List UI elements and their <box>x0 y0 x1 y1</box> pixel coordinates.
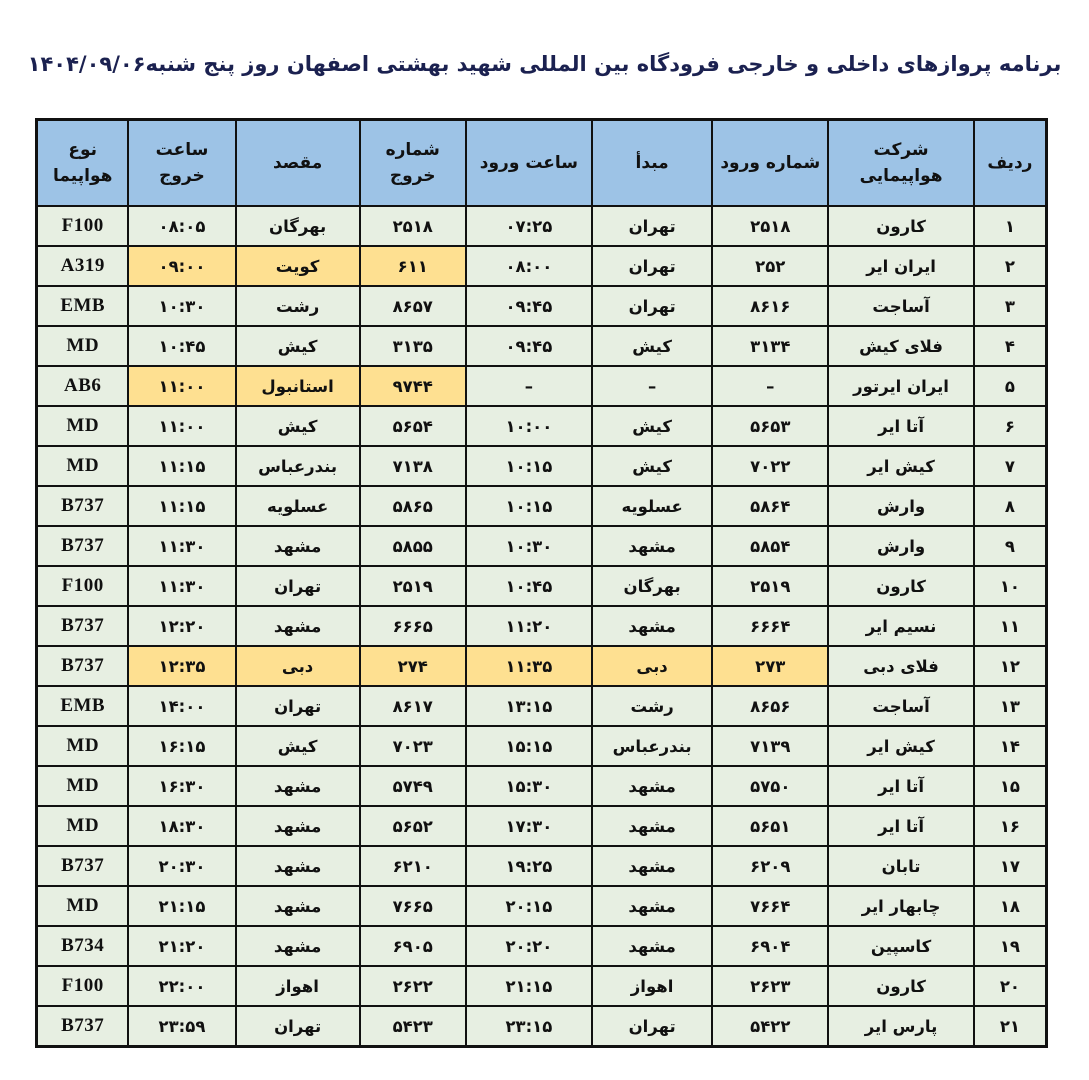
cell-origin: مشهد <box>592 526 712 566</box>
cell-aircraft: B737 <box>37 646 129 686</box>
cell-arrival_no: ۷۱۳۹ <box>712 726 828 766</box>
cell-aircraft: AB6 <box>37 366 129 406</box>
cell-departure_time: ۰۸:۰۵ <box>128 206 235 246</box>
cell-origin: اهواز <box>592 966 712 1006</box>
cell-departure_no: ۷۱۳۸ <box>360 446 466 486</box>
table-row <box>37 286 1047 326</box>
cell-destination: کیش <box>236 726 360 766</box>
cell-aircraft: MD <box>37 726 129 766</box>
cell-arrival_no: ۵۶۵۱ <box>712 806 828 846</box>
cell-arrival_time: ۱۰:۱۵ <box>466 446 592 486</box>
cell-destination: مشهد <box>236 606 360 646</box>
cell-departure_no: ۶۹۰۵ <box>360 926 466 966</box>
cell-row_no: ۹ <box>974 526 1047 566</box>
cell-departure_time: ۱۰:۳۰ <box>128 286 235 326</box>
cell-destination: استانبول <box>236 366 360 406</box>
cell-row_no: ۷ <box>974 446 1047 486</box>
cell-airline: آساجت <box>828 286 973 326</box>
cell-airline: فلای دبی <box>828 646 973 686</box>
header-destination: مقصد <box>236 120 360 207</box>
cell-arrival_time: ۱۰:۳۰ <box>466 526 592 566</box>
cell-airline: کیش ایر <box>828 446 973 486</box>
cell-row_no: ۱۵ <box>974 766 1047 806</box>
cell-arrival_no: ۵۸۵۴ <box>712 526 828 566</box>
cell-arrival_time: ۰۸:۰۰ <box>466 246 592 286</box>
header-aircraft: نوع هواپیما <box>37 120 129 207</box>
table-row <box>37 686 1047 726</box>
cell-departure_no: ۵۶۵۴ <box>360 406 466 446</box>
cell-destination: مشهد <box>236 526 360 566</box>
cell-arrival_no: ۷۶۶۴ <box>712 886 828 926</box>
cell-row_no: ۱۶ <box>974 806 1047 846</box>
cell-row_no: ۱۸ <box>974 886 1047 926</box>
cell-arrival_time: ۱۰:۱۵ <box>466 486 592 526</box>
cell-aircraft: EMB <box>37 686 129 726</box>
cell-arrival_time: ۱۰:۴۵ <box>466 566 592 606</box>
cell-airline: وارش <box>828 526 973 566</box>
cell-airline: ایران ایر <box>828 246 973 286</box>
cell-departure_no: ۹۷۴۴ <box>360 366 466 406</box>
cell-departure_no: ۸۶۵۷ <box>360 286 466 326</box>
cell-departure_no: ۲۷۴ <box>360 646 466 686</box>
cell-departure_no: ۲۵۱۹ <box>360 566 466 606</box>
cell-aircraft: MD <box>37 326 129 366</box>
cell-departure_time: ۲۲:۰۰ <box>128 966 235 1006</box>
cell-origin: تهران <box>592 1006 712 1047</box>
cell-row_no: ۱۲ <box>974 646 1047 686</box>
cell-departure_time: ۱۱:۰۰ <box>128 366 235 406</box>
cell-arrival_time: ۰۹:۴۵ <box>466 286 592 326</box>
cell-departure_no: ۷۶۶۵ <box>360 886 466 926</box>
cell-airline: ایران ایرتور <box>828 366 973 406</box>
cell-destination: مشهد <box>236 846 360 886</box>
cell-row_no: ۳ <box>974 286 1047 326</box>
cell-departure_no: ۲۵۱۸ <box>360 206 466 246</box>
cell-aircraft: MD <box>37 806 129 846</box>
cell-row_no: ۶ <box>974 406 1047 446</box>
table-row <box>37 446 1047 486</box>
table-row <box>37 926 1047 966</box>
cell-arrival_no: ۵۶۵۳ <box>712 406 828 446</box>
cell-arrival_time: ۲۰:۲۰ <box>466 926 592 966</box>
cell-departure_no: ۶۱۱ <box>360 246 466 286</box>
cell-origin: – <box>592 366 712 406</box>
cell-departure_time: ۱۱:۳۰ <box>128 566 235 606</box>
cell-origin: کیش <box>592 406 712 446</box>
cell-departure_time: ۲۱:۱۵ <box>128 886 235 926</box>
cell-aircraft: F100 <box>37 206 129 246</box>
cell-aircraft: A319 <box>37 246 129 286</box>
cell-aircraft: F100 <box>37 966 129 1006</box>
cell-arrival_time: ۱۵:۱۵ <box>466 726 592 766</box>
table-row <box>37 526 1047 566</box>
cell-origin: مشهد <box>592 766 712 806</box>
cell-arrival_time: ۱۰:۰۰ <box>466 406 592 446</box>
cell-aircraft: B737 <box>37 846 129 886</box>
cell-origin: عسلویه <box>592 486 712 526</box>
cell-arrival_time: ۲۰:۱۵ <box>466 886 592 926</box>
cell-arrival_no: ۶۹۰۴ <box>712 926 828 966</box>
cell-destination: اهواز <box>236 966 360 1006</box>
table-row <box>37 366 1047 406</box>
cell-destination: رشت <box>236 286 360 326</box>
table-row <box>37 406 1047 446</box>
table-row <box>37 766 1047 806</box>
header-airline: شرکت هواپیمایی <box>828 120 973 207</box>
cell-arrival_time: ۱۱:۳۵ <box>466 646 592 686</box>
cell-row_no: ۱۱ <box>974 606 1047 646</box>
cell-departure_time: ۱۱:۳۰ <box>128 526 235 566</box>
cell-aircraft: EMB <box>37 286 129 326</box>
cell-departure_no: ۲۶۲۲ <box>360 966 466 1006</box>
table-row <box>37 1006 1047 1047</box>
cell-destination: بندرعباس <box>236 446 360 486</box>
cell-aircraft: MD <box>37 766 129 806</box>
cell-arrival_time: ۲۳:۱۵ <box>466 1006 592 1047</box>
cell-row_no: ۱۳ <box>974 686 1047 726</box>
cell-airline: نسیم ایر <box>828 606 973 646</box>
cell-destination: کویت <box>236 246 360 286</box>
cell-arrival_time: ۱۷:۳۰ <box>466 806 592 846</box>
cell-row_no: ۲ <box>974 246 1047 286</box>
cell-origin: مشهد <box>592 926 712 966</box>
cell-arrival_no: – <box>712 366 828 406</box>
cell-airline: آتا ایر <box>828 806 973 846</box>
cell-origin: رشت <box>592 686 712 726</box>
cell-origin: مشهد <box>592 846 712 886</box>
table-row <box>37 646 1047 686</box>
cell-airline: آتا ایر <box>828 766 973 806</box>
cell-airline: آساجت <box>828 686 973 726</box>
cell-airline: کارون <box>828 966 973 1006</box>
cell-aircraft: MD <box>37 406 129 446</box>
table-row <box>37 886 1047 926</box>
cell-row_no: ۱ <box>974 206 1047 246</box>
cell-aircraft: MD <box>37 446 129 486</box>
cell-aircraft: B737 <box>37 1006 129 1047</box>
cell-arrival_time: ۱۹:۲۵ <box>466 846 592 886</box>
cell-departure_no: ۵۸۶۵ <box>360 486 466 526</box>
header-departure_time: ساعت خروج <box>128 120 235 207</box>
cell-airline: کاسپین <box>828 926 973 966</box>
cell-destination: کیش <box>236 326 360 366</box>
cell-arrival_no: ۲۵۲ <box>712 246 828 286</box>
cell-departure_no: ۶۲۱۰ <box>360 846 466 886</box>
cell-aircraft: B737 <box>37 486 129 526</box>
table-row <box>37 606 1047 646</box>
cell-departure_time: ۱۶:۳۰ <box>128 766 235 806</box>
cell-destination: مشهد <box>236 806 360 846</box>
cell-destination: مشهد <box>236 926 360 966</box>
cell-aircraft: MD <box>37 886 129 926</box>
table-row <box>37 246 1047 286</box>
cell-airline: پارس ایر <box>828 1006 973 1047</box>
cell-row_no: ۱۷ <box>974 846 1047 886</box>
cell-airline: تابان <box>828 846 973 886</box>
cell-arrival_no: ۲۵۱۸ <box>712 206 828 246</box>
cell-origin: تهران <box>592 246 712 286</box>
cell-airline: چابهار ایر <box>828 886 973 926</box>
cell-destination: مشهد <box>236 886 360 926</box>
cell-arrival_no: ۶۶۶۴ <box>712 606 828 646</box>
cell-departure_time: ۱۱:۱۵ <box>128 446 235 486</box>
cell-departure_no: ۸۶۱۷ <box>360 686 466 726</box>
cell-origin: بندرعباس <box>592 726 712 766</box>
cell-arrival_time: – <box>466 366 592 406</box>
cell-departure_time: ۱۴:۰۰ <box>128 686 235 726</box>
cell-origin: تهران <box>592 286 712 326</box>
header-origin: مبدأ <box>592 120 712 207</box>
cell-arrival_time: ۱۱:۲۰ <box>466 606 592 646</box>
header-arrival_time: ساعت ورود <box>466 120 592 207</box>
cell-row_no: ۲۱ <box>974 1006 1047 1047</box>
table-row <box>37 806 1047 846</box>
cell-departure_no: ۷۰۲۳ <box>360 726 466 766</box>
cell-airline: آتا ایر <box>828 406 973 446</box>
cell-airline: فلای کیش <box>828 326 973 366</box>
header-row_no: ردیف <box>974 120 1047 207</box>
table-row <box>37 846 1047 886</box>
cell-aircraft: F100 <box>37 566 129 606</box>
flight-schedule-table <box>35 118 1048 1048</box>
cell-destination: تهران <box>236 1006 360 1047</box>
cell-departure_time: ۱۶:۱۵ <box>128 726 235 766</box>
cell-aircraft: B737 <box>37 526 129 566</box>
cell-origin: مشهد <box>592 886 712 926</box>
cell-departure_time: ۱۱:۰۰ <box>128 406 235 446</box>
cell-origin: بهرگان <box>592 566 712 606</box>
cell-departure_time: ۱۲:۳۵ <box>128 646 235 686</box>
cell-arrival_no: ۲۵۱۹ <box>712 566 828 606</box>
cell-arrival_time: ۰۹:۴۵ <box>466 326 592 366</box>
cell-row_no: ۱۴ <box>974 726 1047 766</box>
table-row <box>37 966 1047 1006</box>
table-row <box>37 326 1047 366</box>
cell-aircraft: B737 <box>37 606 129 646</box>
cell-arrival_no: ۳۱۳۴ <box>712 326 828 366</box>
cell-arrival_time: ۱۵:۳۰ <box>466 766 592 806</box>
cell-origin: دبی <box>592 646 712 686</box>
cell-destination: دبی <box>236 646 360 686</box>
header-arrival_no: شماره ورود <box>712 120 828 207</box>
cell-arrival_no: ۸۶۵۶ <box>712 686 828 726</box>
cell-arrival_no: ۵۴۲۲ <box>712 1006 828 1047</box>
cell-origin: مشهد <box>592 606 712 646</box>
cell-departure_time: ۰۹:۰۰ <box>128 246 235 286</box>
table-row <box>37 566 1047 606</box>
cell-destination: مشهد <box>236 766 360 806</box>
cell-row_no: ۱۹ <box>974 926 1047 966</box>
table-row <box>37 726 1047 766</box>
cell-arrival_no: ۶۲۰۹ <box>712 846 828 886</box>
cell-departure_no: ۵۶۵۲ <box>360 806 466 846</box>
cell-destination: عسلویه <box>236 486 360 526</box>
cell-destination: کیش <box>236 406 360 446</box>
cell-departure_time: ۲۳:۵۹ <box>128 1006 235 1047</box>
cell-origin: تهران <box>592 206 712 246</box>
cell-row_no: ۸ <box>974 486 1047 526</box>
cell-origin: کیش <box>592 326 712 366</box>
cell-departure_time: ۱۲:۲۰ <box>128 606 235 646</box>
table-header-row <box>37 120 1047 207</box>
table-row <box>37 486 1047 526</box>
table-row <box>37 206 1047 246</box>
cell-arrival_time: ۱۳:۱۵ <box>466 686 592 726</box>
cell-departure_no: ۵۷۴۹ <box>360 766 466 806</box>
cell-departure_no: ۵۴۲۳ <box>360 1006 466 1047</box>
cell-row_no: ۵ <box>974 366 1047 406</box>
cell-arrival_no: ۷۰۲۲ <box>712 446 828 486</box>
cell-departure_no: ۶۶۶۵ <box>360 606 466 646</box>
cell-destination: تهران <box>236 686 360 726</box>
cell-arrival_no: ۲۶۲۳ <box>712 966 828 1006</box>
cell-arrival_time: ۲۱:۱۵ <box>466 966 592 1006</box>
cell-row_no: ۴ <box>974 326 1047 366</box>
cell-airline: وارش <box>828 486 973 526</box>
cell-departure_no: ۳۱۳۵ <box>360 326 466 366</box>
cell-airline: کیش ایر <box>828 726 973 766</box>
cell-airline: کارون <box>828 206 973 246</box>
page-title: برنامه پروازهای داخلی و خارجی فرودگاه بین المللی شهید بهشتی اصفهان روز پنج شنبه۱۴۰۴/۰۹/۰۶ <box>27 52 1062 76</box>
cell-arrival_no: ۵۸۶۴ <box>712 486 828 526</box>
cell-aircraft: B734 <box>37 926 129 966</box>
cell-destination: بهرگان <box>236 206 360 246</box>
cell-origin: کیش <box>592 446 712 486</box>
cell-destination: تهران <box>236 566 360 606</box>
cell-origin: مشهد <box>592 806 712 846</box>
cell-row_no: ۱۰ <box>974 566 1047 606</box>
cell-departure_no: ۵۸۵۵ <box>360 526 466 566</box>
header-departure_no: شماره خروج <box>360 120 466 207</box>
cell-arrival_no: ۲۷۳ <box>712 646 828 686</box>
cell-row_no: ۲۰ <box>974 966 1047 1006</box>
cell-departure_time: ۱۸:۳۰ <box>128 806 235 846</box>
cell-airline: کارون <box>828 566 973 606</box>
cell-arrival_time: ۰۷:۲۵ <box>466 206 592 246</box>
cell-arrival_no: ۵۷۵۰ <box>712 766 828 806</box>
cell-departure_time: ۲۱:۲۰ <box>128 926 235 966</box>
cell-departure_time: ۱۰:۴۵ <box>128 326 235 366</box>
cell-departure_time: ۱۱:۱۵ <box>128 486 235 526</box>
cell-arrival_no: ۸۶۱۶ <box>712 286 828 326</box>
cell-departure_time: ۲۰:۳۰ <box>128 846 235 886</box>
